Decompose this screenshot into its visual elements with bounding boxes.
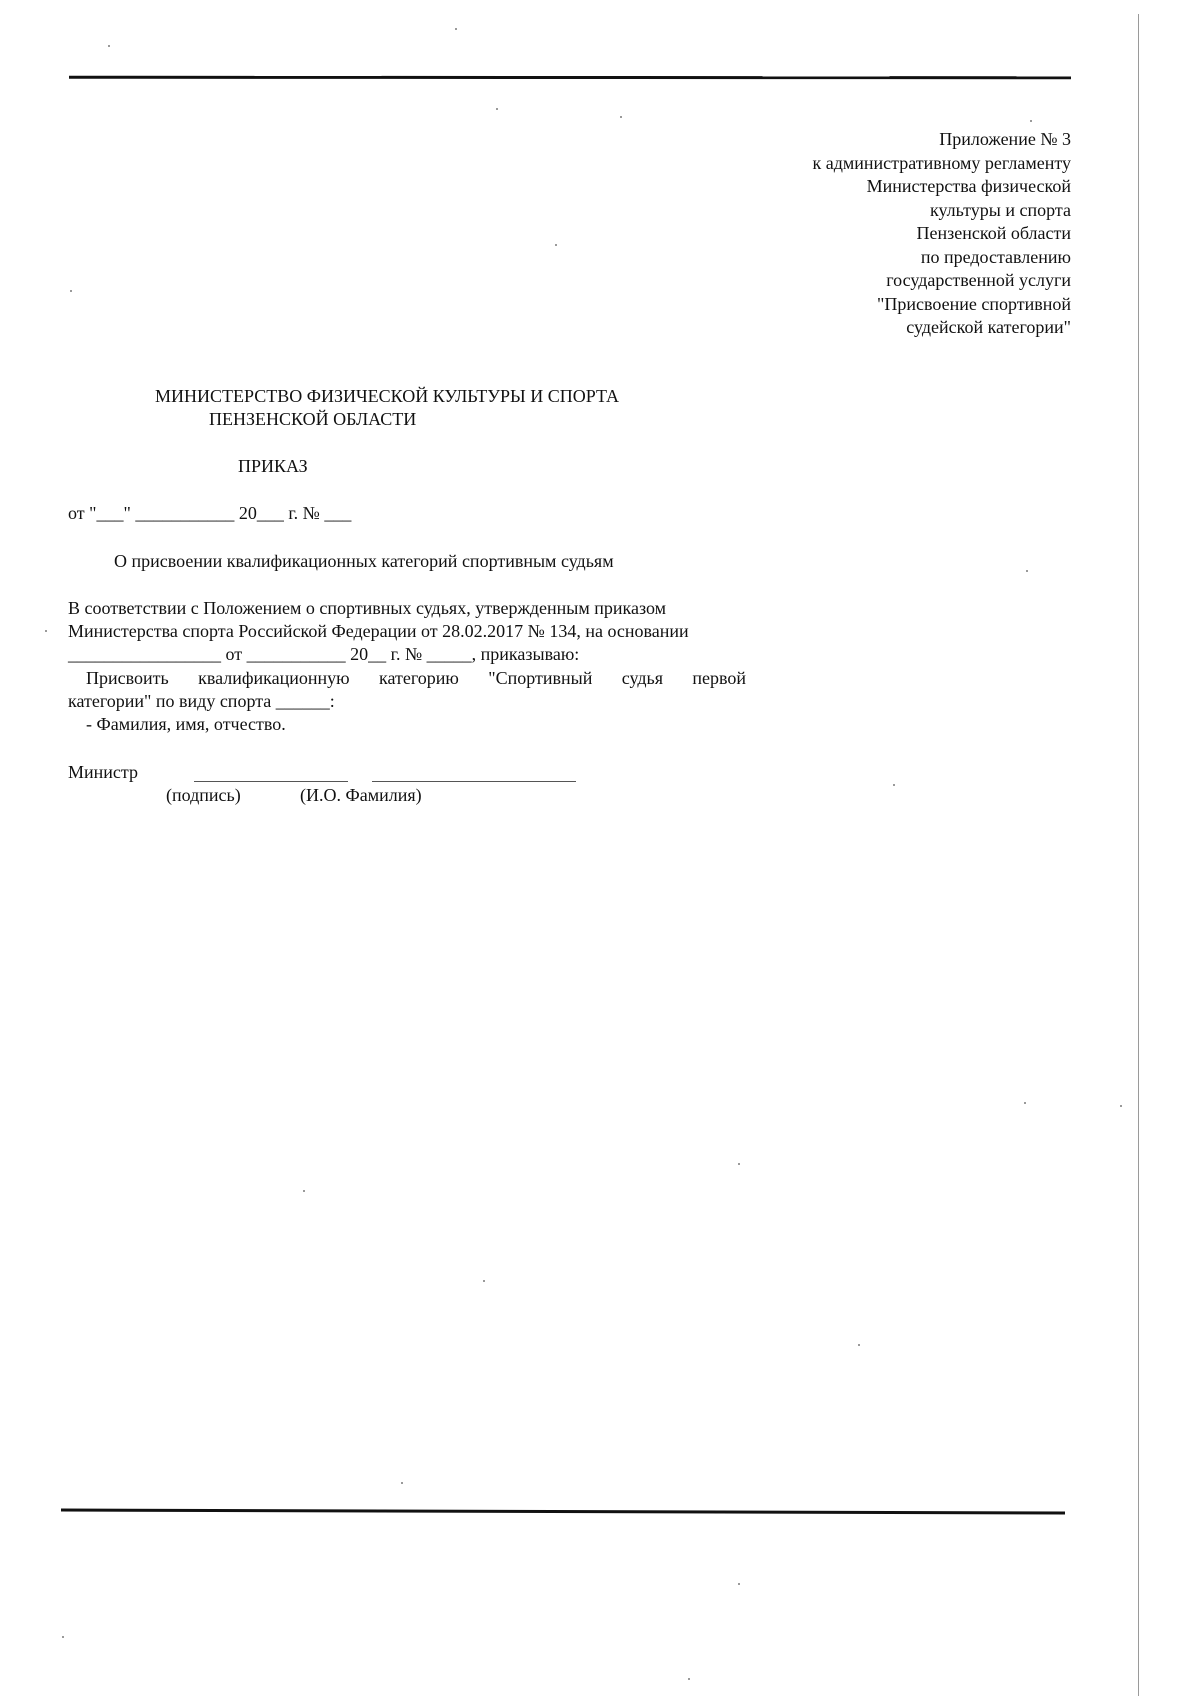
ministry-name-line2: ПЕНЗЕНСКОЙ ОБЛАСТИ [209,409,417,429]
appendix-line: по предоставлению [920,246,1071,267]
order-subject: О присвоении квалификационных категорий спортивным судьям [114,551,614,571]
scan-speck [483,1280,485,1282]
appendix-line: государственной услуги [886,270,1071,290]
scan-speck [1024,1102,1026,1104]
appendix-line: культуры и спорта [929,199,1071,220]
scan-speck [1026,570,1028,572]
appendix-line: судейской категории" [906,317,1071,337]
scan-speck [620,116,622,118]
scan-speck [455,28,457,30]
appendix-line: "Присвоение спортивной [877,293,1071,314]
scan-speck [108,45,110,47]
appendix-line: Пензенской области [916,223,1071,243]
name-blank-line [372,781,576,782]
scan-speck [45,630,47,632]
basis-paragraph-line3: _________________ от ___________ 20__ г. № _____, приказываю: [68,644,580,664]
scan-speck [401,1482,403,1484]
scan-speck [893,784,895,786]
assign-list-item: - Фамилия, имя, отчество. [86,714,286,734]
scan-speck [62,1636,64,1638]
scan-speck [1120,1105,1122,1107]
scan-speck [303,1190,305,1192]
assign-paragraph-line1: Присвоить квалификационную категорию "Спортивный судья первой [86,668,746,688]
document-type-title: ПРИКАЗ [238,456,308,476]
signature-caption: (подпись) [166,785,241,805]
order-date-number-line: от "___" ___________ 20___ г. № ___ [68,503,352,523]
ministry-name-line1: МИНИСТЕРСТВО ФИЗИЧЕСКОЙ КУЛЬТУРЫ И СПОРТА [155,386,620,406]
top-rule [69,76,1071,80]
appendix-block [812,128,1071,340]
signatory-title: Министр [68,762,138,782]
scan-speck [738,1583,740,1585]
assign-paragraph-line2: категории" по виду спорта ______: [68,691,335,711]
appendix-line: к административному регламенту [812,152,1071,173]
appendix-line: Приложение № 3 [939,129,1071,149]
basis-paragraph-line2: Министерства спорта Российской Федерации от 28.02.2017 № 134, на основании [68,621,689,641]
appendix-line: Министерства физической [866,176,1071,196]
scan-speck [858,1344,860,1346]
scan-speck [496,108,498,110]
signature-blank-line [194,781,348,782]
scan-page-edge [1138,14,1139,1696]
scan-speck [738,1163,740,1165]
scan-speck [688,1678,690,1680]
scan-speck [1030,120,1032,122]
name-caption: (И.О. Фамилия) [300,785,422,805]
bottom-rule [61,1509,1065,1515]
basis-paragraph-line1: В соответствии с Положением о спортивных судьях, утвержденным приказом [68,598,667,618]
scan-speck [555,244,557,246]
scan-speck [70,290,72,292]
